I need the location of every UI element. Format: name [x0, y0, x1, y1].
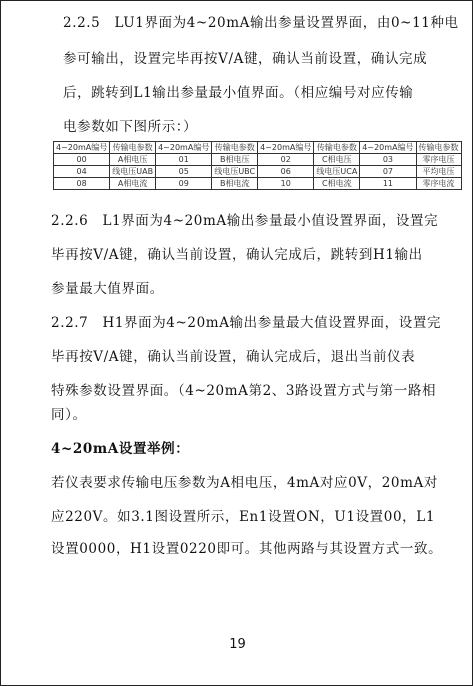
table-cell: C相电压 — [314, 154, 360, 166]
table-cell: 01 — [156, 154, 212, 166]
table-cell: 00 — [54, 154, 110, 166]
table-row — [54, 166, 462, 178]
table-row — [54, 154, 462, 166]
table-header: 传输电参数 — [212, 142, 258, 154]
table-cell: 06 — [258, 166, 314, 178]
table-cell: 02 — [258, 154, 314, 166]
table-cell: 03 — [360, 154, 416, 166]
para-2-2-6-line-2: 毕再按V/A键，确认当前设置，确认完成后，跳转到H1输出 — [51, 247, 423, 263]
table-cell: 10 — [258, 178, 314, 190]
table-header: 传输电参数 — [314, 142, 360, 154]
page-number: 19 — [229, 637, 246, 652]
table-cell: B相电流 — [212, 178, 258, 190]
table-cell: C相电流 — [314, 178, 360, 190]
table-cell: 零序电压 — [416, 154, 461, 166]
table-header: 4~20mA编号 — [54, 142, 110, 154]
table-header: 4~20mA编号 — [156, 142, 212, 154]
example-heading: 4~20mA设置举例： — [51, 441, 190, 457]
table-cell: 04 — [54, 166, 110, 178]
para-2-2-5-line-3: 后，跳转到L1输出参量最小值界面。（相应编号对应传输 — [63, 85, 414, 101]
parameter-code-table — [53, 141, 462, 190]
table-header: 传输电参数 — [416, 142, 461, 154]
table-cell: 零序电流 — [416, 178, 461, 190]
table-header-row — [54, 142, 462, 154]
table-header: 4~20mA编号 — [360, 142, 416, 154]
para-2-2-7-line-1: 2.2.7 H1界面为4~20mA输出参量最大值设置界面，设置完 — [51, 315, 442, 331]
table-row — [54, 178, 462, 190]
table-header: 4~20mA编号 — [258, 142, 314, 154]
table-cell: 09 — [156, 178, 212, 190]
example-line-3: 设置0000，H1设置0220即可。其他两路与其设置方式一致。 — [51, 541, 443, 557]
example-line-2: 应220V。如3.1图设置所示，En1设置ON，U1设置00，L1 — [51, 509, 436, 525]
table-cell: 07 — [360, 166, 416, 178]
table-cell: 08 — [54, 178, 110, 190]
table-cell: 线电压UBC — [212, 166, 258, 178]
table-cell: 线电压UCA — [314, 166, 360, 178]
para-2-2-5-line-1: 2.2.5 LU1界面为4~20mA输出参量设置界面，由0~11种电 — [63, 15, 459, 31]
para-2-2-7-line-2: 毕再按V/A键，确认当前设置，确认完成后，退出当前仪表 — [51, 349, 416, 365]
table-cell: A相电流 — [110, 178, 156, 190]
table-cell: A相电压 — [110, 154, 156, 166]
table-header: 传输电参数 — [110, 142, 156, 154]
table-cell: B相电压 — [212, 154, 258, 166]
para-2-2-7-line-3: 特殊参数设置界面。（4~20mA第2、3路设置方式与第一路相 — [51, 383, 437, 399]
table-cell: 平均电压 — [416, 166, 461, 178]
para-2-2-7-line-4: 同）。 — [51, 407, 87, 423]
para-2-2-6-line-3: 参量最大值界面。 — [51, 281, 164, 297]
table-cell: 11 — [360, 178, 416, 190]
example-line-1: 若仪表要求传输电压参数为A相电压，4mA对应0V，20mA对 — [51, 475, 438, 491]
para-2-2-6-line-1: 2.2.6 L1界面为4~20mA输出参量最小值设置界面，设置完 — [51, 213, 439, 229]
para-2-2-5-line-4: 电参数如下图所示：） — [63, 119, 198, 135]
para-2-2-5-line-2: 参可输出，设置完毕再按V/A键，确认当前设置，确认完成 — [63, 51, 428, 67]
table-cell: 05 — [156, 166, 212, 178]
table-cell: 线电压UAB — [110, 166, 156, 178]
